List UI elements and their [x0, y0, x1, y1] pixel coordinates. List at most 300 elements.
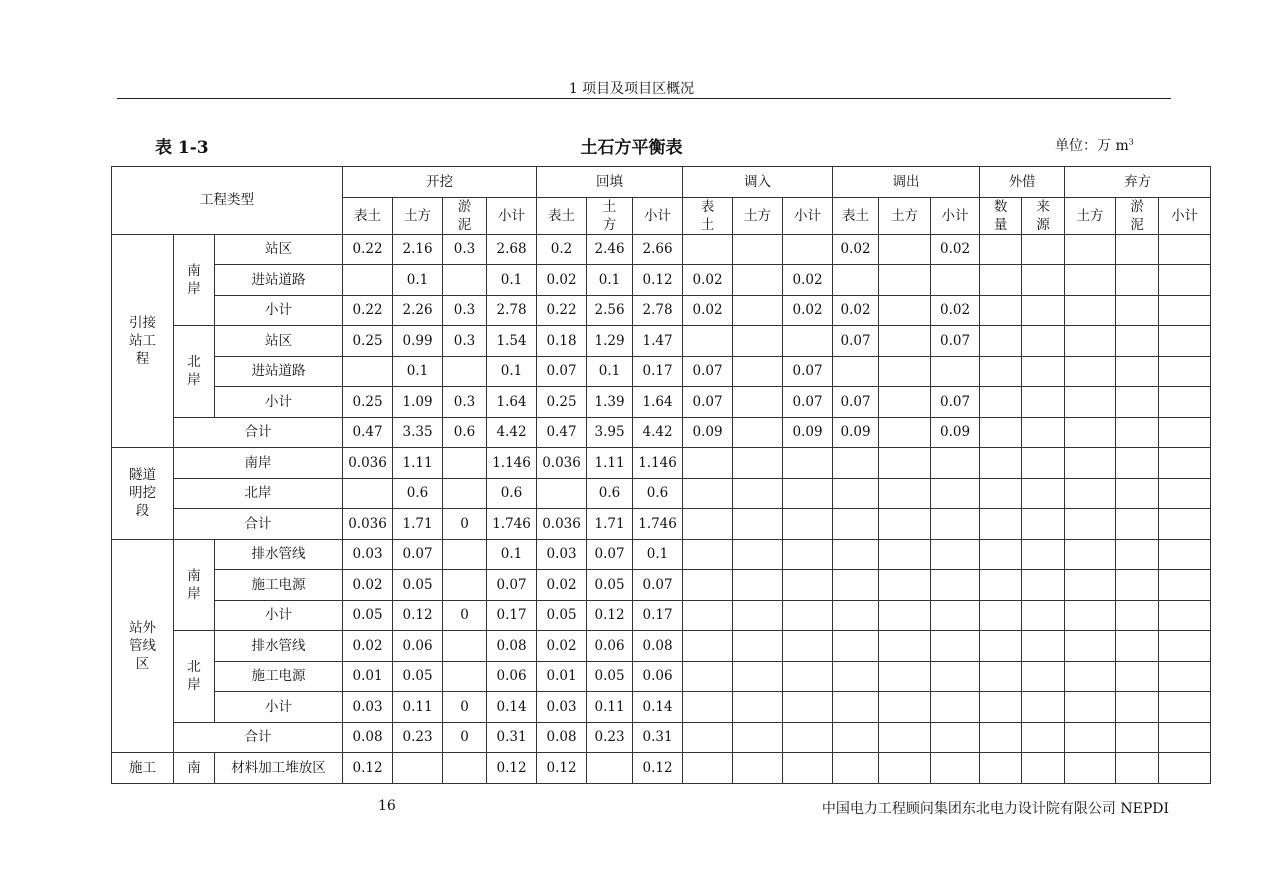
table-cell: [1116, 448, 1159, 479]
table-cell: 0.1: [587, 265, 633, 296]
table-cell: [879, 356, 931, 387]
table-cell: 0.6: [633, 478, 683, 509]
table-cell: 0.23: [393, 722, 443, 753]
table-cell: 0.02: [537, 265, 587, 296]
table-cell: 0.1: [393, 265, 443, 296]
table-cell: 0.3: [443, 234, 487, 265]
table-cell: 0.07: [393, 539, 443, 570]
table-cell: [1159, 692, 1211, 723]
col-subheader: 表土: [833, 197, 879, 234]
row-label: 站区: [215, 234, 343, 265]
table-cell: [879, 661, 931, 692]
table-cell: 0.31: [633, 722, 683, 753]
col-subheader: 表土: [343, 197, 393, 234]
table-cell: [1022, 387, 1065, 418]
table-cell: 0.02: [343, 631, 393, 662]
table-cell: [1159, 356, 1211, 387]
table-cell: [343, 356, 393, 387]
table-cell: 0.06: [633, 661, 683, 692]
table-cell: [1159, 295, 1211, 326]
table-cell: 0.17: [633, 356, 683, 387]
table-cell: [1022, 722, 1065, 753]
table-cell: [1116, 326, 1159, 357]
table-cell: [980, 265, 1022, 296]
table-cell: [1116, 356, 1159, 387]
table-cell: [733, 631, 783, 662]
table-cell: [1116, 692, 1159, 723]
table-cell: [980, 417, 1022, 448]
table-cell: 0.03: [537, 539, 587, 570]
row-label: 排水管线: [215, 631, 343, 662]
table-cell: 0.08: [487, 631, 537, 662]
table-cell: 0.09: [783, 417, 833, 448]
table-cell: [1159, 326, 1211, 357]
table-cell: [1065, 478, 1116, 509]
table-cell: [733, 600, 783, 631]
table-cell: [683, 234, 733, 265]
table-cell: [683, 722, 733, 753]
table-cell: [733, 356, 783, 387]
row-label: 排水管线: [215, 539, 343, 570]
table-cell: [980, 509, 1022, 540]
row-label: 施工电源: [215, 661, 343, 692]
table-cell: 0.07: [833, 326, 879, 357]
table-cell: [343, 478, 393, 509]
row-label: 小计: [215, 692, 343, 723]
table-cell: [833, 448, 879, 479]
table-cell: [587, 753, 633, 784]
table-cell: [1116, 478, 1159, 509]
table-cell: [931, 570, 980, 601]
table-cell: 0.23: [587, 722, 633, 753]
table-cell: [1065, 509, 1116, 540]
table-cell: 0.05: [393, 570, 443, 601]
table-cell: [980, 478, 1022, 509]
table-cell: [1065, 539, 1116, 570]
table-cell: 0.17: [487, 600, 537, 631]
col-subheader: 淤泥: [1116, 197, 1159, 234]
table-cell: 0.08: [537, 722, 587, 753]
table-cell: [1159, 387, 1211, 418]
table-cell: 0.14: [633, 692, 683, 723]
table-row: [112, 509, 1211, 540]
col-group-spoil: 弃方: [1065, 167, 1211, 198]
table-cell: 0.02: [683, 295, 733, 326]
table-cell: [733, 326, 783, 357]
table-row: [112, 448, 1211, 479]
table-cell: 0.07: [633, 570, 683, 601]
table-cell: 0.08: [633, 631, 683, 662]
table-cell: [443, 539, 487, 570]
section-label: 站外管线区: [112, 539, 174, 753]
table-cell: [1022, 661, 1065, 692]
earthwork-balance-table: [111, 166, 1211, 784]
table-cell: [1022, 234, 1065, 265]
section-label: 引接站工程: [112, 234, 174, 448]
table-cell: 0.06: [393, 631, 443, 662]
page-number: 16: [378, 798, 396, 814]
section-label: 隧道明挖段: [112, 448, 174, 540]
table-cell: [980, 600, 1022, 631]
col-subheader: 土方: [1065, 197, 1116, 234]
table-cell: [1065, 356, 1116, 387]
table-cell: [1022, 600, 1065, 631]
table-cell: [931, 448, 980, 479]
table-cell: [443, 570, 487, 601]
table-cell: [879, 234, 931, 265]
table-cell: [783, 661, 833, 692]
table-cell: [1116, 234, 1159, 265]
table-cell: [879, 448, 931, 479]
table-cell: 0.6: [393, 478, 443, 509]
table-cell: [833, 692, 879, 723]
table-cell: 0.07: [487, 570, 537, 601]
table-cell: 0.99: [393, 326, 443, 357]
table-cell: [783, 539, 833, 570]
table-cell: [1065, 722, 1116, 753]
table-row: [112, 326, 1211, 357]
table-cell: 0.05: [537, 600, 587, 631]
table-cell: [733, 722, 783, 753]
table-cell: [733, 753, 783, 784]
col-group-backfill: 回填: [537, 167, 683, 198]
table-cell: 0.07: [537, 356, 587, 387]
table-cell: [833, 570, 879, 601]
table-cell: [1116, 265, 1159, 296]
table-cell: [1065, 570, 1116, 601]
table-cell: [1116, 295, 1159, 326]
table-cell: 0.12: [537, 753, 587, 784]
table-cell: [1022, 417, 1065, 448]
table-cell: [980, 631, 1022, 662]
table-cell: 0.6: [487, 478, 537, 509]
table-cell: 0.11: [587, 692, 633, 723]
table-cell: 0.036: [537, 448, 587, 479]
table-cell: [980, 356, 1022, 387]
table-cell: 2.46: [587, 234, 633, 265]
table-cell: 0.12: [393, 600, 443, 631]
table-cell: 0: [443, 509, 487, 540]
section-label: 施工: [112, 753, 174, 784]
table-cell: 4.42: [487, 417, 537, 448]
table-cell: 0.25: [343, 387, 393, 418]
table-cell: [1022, 539, 1065, 570]
table-cell: 0.03: [343, 692, 393, 723]
table-cell: [1159, 600, 1211, 631]
table-cell: [733, 417, 783, 448]
table-cell: [783, 753, 833, 784]
table-cell: 0: [443, 600, 487, 631]
table-cell: [931, 265, 980, 296]
table-cell: [733, 539, 783, 570]
table-cell: [879, 631, 931, 662]
table-cell: 2.26: [393, 295, 443, 326]
table-cell: [443, 448, 487, 479]
table-cell: [1116, 661, 1159, 692]
table-cell: [1065, 326, 1116, 357]
table-cell: 0.12: [487, 753, 537, 784]
row-label: 材料加工堆放区: [215, 753, 343, 784]
table-cell: 1.746: [633, 509, 683, 540]
table-cell: [1159, 722, 1211, 753]
table-cell: [980, 692, 1022, 723]
table-cell: 0.47: [343, 417, 393, 448]
table-cell: 1.29: [587, 326, 633, 357]
table-cell: 0.06: [487, 661, 537, 692]
col-subheader: 小计: [633, 197, 683, 234]
table-cell: [931, 356, 980, 387]
row-label: 小计: [215, 600, 343, 631]
row-label: 南岸: [174, 448, 343, 479]
table-cell: 0.01: [537, 661, 587, 692]
table-cell: [733, 478, 783, 509]
table-cell: [1159, 448, 1211, 479]
table-cell: 0.02: [783, 295, 833, 326]
table-cell: [1159, 234, 1211, 265]
table-cell: 2.78: [633, 295, 683, 326]
table-cell: [931, 722, 980, 753]
table-cell: [1116, 539, 1159, 570]
table-row: [112, 661, 1211, 692]
company-footer: 中国电力工程顾问集团东北电力设计院有限公司 NEPDI: [821, 801, 1169, 817]
table-cell: [733, 265, 783, 296]
table-cell: 0.12: [633, 753, 683, 784]
table-cell: 1.11: [587, 448, 633, 479]
table-cell: [833, 722, 879, 753]
table-cell: [879, 692, 931, 723]
table-cell: 0.02: [833, 295, 879, 326]
table-title: 土石方平衡表: [580, 138, 683, 158]
table-cell: 1.71: [393, 509, 443, 540]
row-label: 北岸: [174, 478, 343, 509]
table-cell: 0.18: [537, 326, 587, 357]
table-cell: [1022, 509, 1065, 540]
table-cell: [833, 600, 879, 631]
table-cell: [1159, 539, 1211, 570]
table-cell: [879, 570, 931, 601]
col-subheader: 小计: [783, 197, 833, 234]
table-cell: [1065, 387, 1116, 418]
table-cell: 2.56: [587, 295, 633, 326]
table-cell: [980, 753, 1022, 784]
table-cell: 0.1: [393, 356, 443, 387]
table-cell: [683, 509, 733, 540]
table-cell: [1022, 692, 1065, 723]
table-cell: [733, 661, 783, 692]
table-cell: [443, 478, 487, 509]
col-subheader: 土方: [733, 197, 783, 234]
table-cell: 0.31: [487, 722, 537, 753]
table-cell: 0.09: [683, 417, 733, 448]
table-cell: 1.71: [587, 509, 633, 540]
table-cell: [1116, 753, 1159, 784]
table-cell: 0.03: [537, 692, 587, 723]
table-cell: 2.78: [487, 295, 537, 326]
table-cell: [833, 631, 879, 662]
table-cell: [1022, 295, 1065, 326]
col-subheader: 土方: [393, 197, 443, 234]
table-cell: [1159, 570, 1211, 601]
table-cell: 4.42: [633, 417, 683, 448]
table-cell: 0.1: [487, 539, 537, 570]
table-row: [112, 753, 1211, 784]
table-cell: [443, 265, 487, 296]
table-cell: 1.146: [487, 448, 537, 479]
table-cell: [980, 539, 1022, 570]
row-label: 合计: [174, 509, 343, 540]
table-cell: 0.09: [833, 417, 879, 448]
table-cell: 0.03: [343, 539, 393, 570]
table-cell: 0.1: [587, 356, 633, 387]
table-cell: [1116, 570, 1159, 601]
table-cell: 0.07: [931, 326, 980, 357]
table-cell: 0: [443, 722, 487, 753]
col-subheader: 表土: [537, 197, 587, 234]
row-label: 进站道路: [215, 356, 343, 387]
table-cell: [980, 722, 1022, 753]
table-cell: [537, 478, 587, 509]
table-cell: 0.036: [343, 448, 393, 479]
table-cell: 2.66: [633, 234, 683, 265]
table-row: [112, 478, 1211, 509]
table-cell: [1116, 417, 1159, 448]
table-cell: [833, 265, 879, 296]
table-cell: 1.11: [393, 448, 443, 479]
row-label: 进站道路: [215, 265, 343, 296]
table-cell: [783, 722, 833, 753]
table-cell: 0.036: [537, 509, 587, 540]
table-cell: 0.12: [587, 600, 633, 631]
table-row: [112, 692, 1211, 723]
table-cell: [1022, 478, 1065, 509]
table-cell: [1022, 326, 1065, 357]
table-cell: [683, 478, 733, 509]
table-cell: 1.146: [633, 448, 683, 479]
table-cell: [879, 600, 931, 631]
table-cell: [783, 692, 833, 723]
table-cell: [1022, 753, 1065, 784]
table-cell: 2.16: [393, 234, 443, 265]
table-cell: [1116, 387, 1159, 418]
table-cell: 0.3: [443, 387, 487, 418]
table-cell: 0.02: [833, 234, 879, 265]
table-cell: [1116, 722, 1159, 753]
table-cell: [343, 265, 393, 296]
table-cell: [931, 661, 980, 692]
table-row: [112, 631, 1211, 662]
table-cell: 0.02: [537, 570, 587, 601]
table-cell: 0.1: [487, 265, 537, 296]
table-cell: 0.2: [537, 234, 587, 265]
table-cell: [879, 478, 931, 509]
table-cell: [1159, 661, 1211, 692]
bank-label: 南岸: [174, 234, 215, 326]
table-cell: 1.09: [393, 387, 443, 418]
table-cell: 0.22: [343, 295, 393, 326]
table-cell: [833, 753, 879, 784]
table-cell: [1065, 661, 1116, 692]
table-cell: [783, 448, 833, 479]
table-cell: [683, 539, 733, 570]
table-cell: 0.1: [633, 539, 683, 570]
table-cell: 1.39: [587, 387, 633, 418]
table-cell: [1065, 265, 1116, 296]
col-subheader: 土方: [879, 197, 931, 234]
col-header-type: 工程类型: [112, 167, 343, 235]
table-cell: 0.12: [343, 753, 393, 784]
table-cell: [833, 509, 879, 540]
table-cell: [980, 295, 1022, 326]
row-label: 站区: [215, 326, 343, 357]
table-cell: 2.68: [487, 234, 537, 265]
table-cell: [980, 661, 1022, 692]
table-cell: [980, 234, 1022, 265]
table-cell: 0.11: [393, 692, 443, 723]
table-cell: 0.08: [343, 722, 393, 753]
table-row: [112, 356, 1211, 387]
table-cell: [733, 570, 783, 601]
table-cell: [733, 295, 783, 326]
table-cell: [879, 417, 931, 448]
table-cell: 1.64: [633, 387, 683, 418]
table-cell: 0: [443, 692, 487, 723]
table-cell: [443, 631, 487, 662]
table-cell: [783, 326, 833, 357]
table-cell: 0.22: [343, 234, 393, 265]
table-cell: [931, 692, 980, 723]
table-cell: 0.01: [343, 661, 393, 692]
col-subheader: 数量: [980, 197, 1022, 234]
table-cell: [931, 753, 980, 784]
table-cell: 0.02: [343, 570, 393, 601]
table-cell: [833, 356, 879, 387]
table-cell: [1065, 417, 1116, 448]
table-cell: 0.47: [537, 417, 587, 448]
table-cell: [1065, 600, 1116, 631]
table-cell: [879, 326, 931, 357]
table-cell: [879, 722, 931, 753]
table-cell: 0.3: [443, 295, 487, 326]
table-cell: 0.02: [931, 234, 980, 265]
table-cell: [1159, 631, 1211, 662]
table-cell: [683, 631, 733, 662]
row-label: 小计: [215, 387, 343, 418]
table-cell: [879, 509, 931, 540]
table-cell: 0.07: [931, 387, 980, 418]
table-cell: [1065, 448, 1116, 479]
table-cell: 0.25: [537, 387, 587, 418]
table-row: [112, 265, 1211, 296]
table-cell: [783, 478, 833, 509]
table-cell: [931, 478, 980, 509]
table-number: 表 1-3: [155, 138, 209, 158]
table-cell: [733, 234, 783, 265]
table-cell: [1159, 753, 1211, 784]
table-cell: [393, 753, 443, 784]
table-cell: 1.64: [487, 387, 537, 418]
table-cell: [1022, 570, 1065, 601]
bank-label: 北岸: [174, 631, 215, 723]
table-cell: [879, 387, 931, 418]
table-cell: [783, 234, 833, 265]
table-cell: 0.07: [833, 387, 879, 418]
table-cell: 3.95: [587, 417, 633, 448]
table-cell: 0.02: [683, 265, 733, 296]
table-cell: [683, 448, 733, 479]
table-cell: [980, 570, 1022, 601]
table-cell: 0.02: [783, 265, 833, 296]
table-cell: 0.07: [683, 387, 733, 418]
